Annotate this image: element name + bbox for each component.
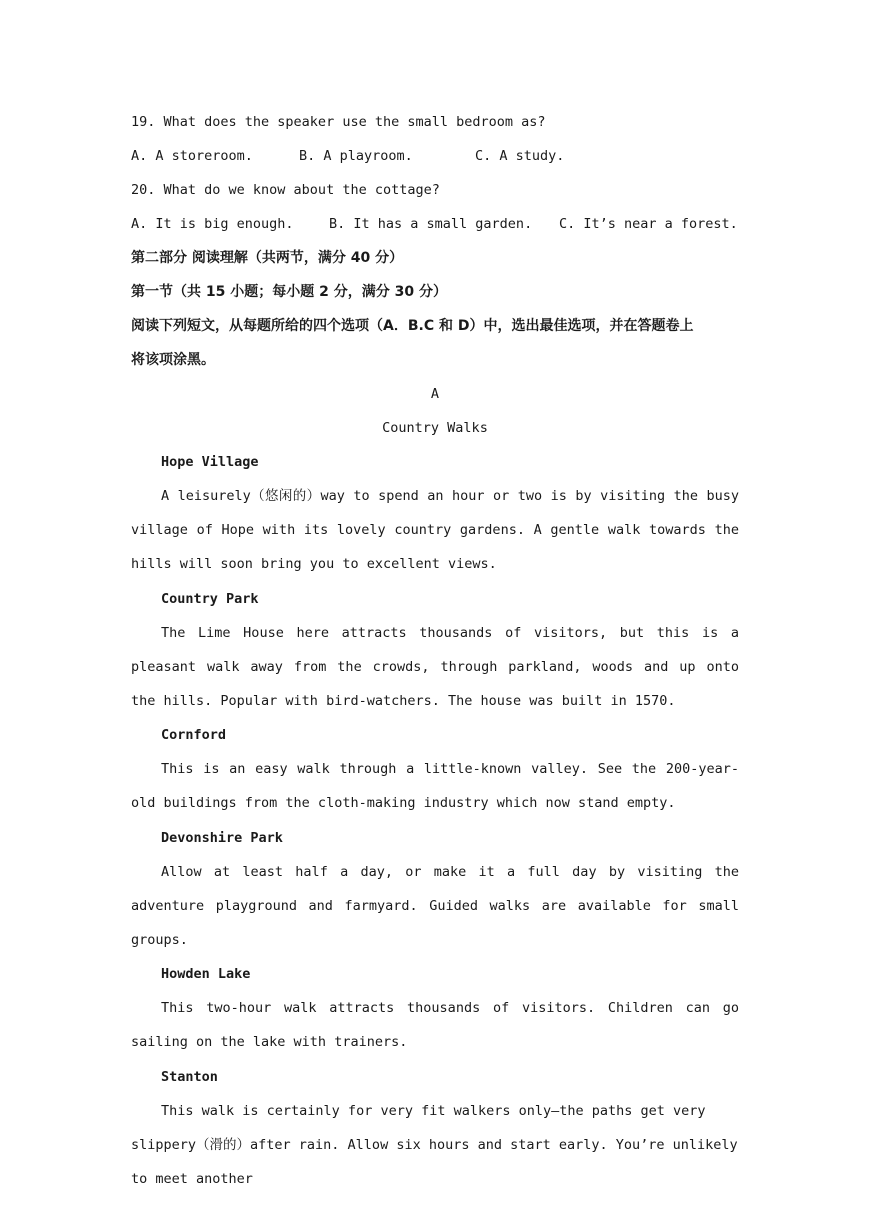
walk-description: Allow at least half a day, or make it a full day by visiting the adventure playground and farmyard. Guided walks are available for small groups. [131, 863, 739, 949]
question-20-stem: 20. What do we know about the cottage? [131, 182, 440, 198]
passage-letter: A [430, 386, 440, 402]
section-subtitle: 第一节（共 15 小题；每小题 2 分，满分 30 分） [131, 284, 447, 300]
walk-devonshire-park [131, 824, 739, 958]
walk-description: A leisurely（悠闲的）way to spend an hour or two is by visiting the busy village of Hope with its lovely country gardens. A gentle walk towards the hills will soon bring you to excellent views. [131, 488, 739, 573]
option-a: A. It is big enough. [131, 216, 294, 232]
exam-page [131, 108, 739, 1199]
option-a: A. A storeroom. [131, 148, 253, 164]
instruction-line-1: 阅读下列短文，从每题所给的四个选项（A．B.C 和 D）中，选出最佳选项，并在答题卷上 [131, 318, 694, 334]
walk-hope-village [131, 448, 739, 582]
walk-description: This walk is certainly for very fit walkers only—the paths get very slippery（滑的）after rain. Allow six hours and start early. You’re unlikely to meet another [131, 1102, 738, 1188]
passage-title: Country Walks [382, 420, 488, 436]
walk-cornford [131, 721, 739, 820]
walk-heading: Hope Village [161, 454, 259, 470]
walk-heading: Country Park [161, 590, 259, 607]
instruction-line-2: 将该项涂黑。 [131, 352, 215, 368]
option-b: B. A playroom. [299, 148, 413, 164]
walk-description: The Lime House here attracts thousands of visitors, but this is a pleasant walk away from the crowds, through parkland, woods and up onto the hills. Popular with bird-watchers. The house was built in 1570. [131, 624, 739, 710]
option-c: C. A study. [475, 148, 565, 164]
walk-stanton [131, 1063, 739, 1197]
walk-heading: Howden Lake [161, 966, 251, 983]
walk-heading: Devonshire Park [161, 829, 283, 846]
option-b: B. It has a small garden. [329, 216, 533, 232]
part-title: 第二部分 阅读理解（共两节，满分 40 分） [131, 250, 404, 266]
question-19-options [131, 142, 739, 176]
question-20-options [131, 210, 739, 244]
walk-description: This two-hour walk attracts thousands of visitors. Children can go sailing on the lake with trainers. [131, 1000, 739, 1051]
walk-heading: Stanton [161, 1068, 218, 1085]
walk-description: This is an easy walk through a little-known valley. See the 200-year-old buildings from the cloth-making industry which now stand empty. [131, 761, 739, 812]
walk-heading: Cornford [161, 727, 227, 744]
walk-country-park [131, 585, 739, 719]
option-c: C. It’s near a forest. [559, 216, 738, 232]
question-19-stem: 19. What does the speaker use the small bedroom as? [131, 114, 546, 130]
walk-howden-lake [131, 960, 739, 1059]
